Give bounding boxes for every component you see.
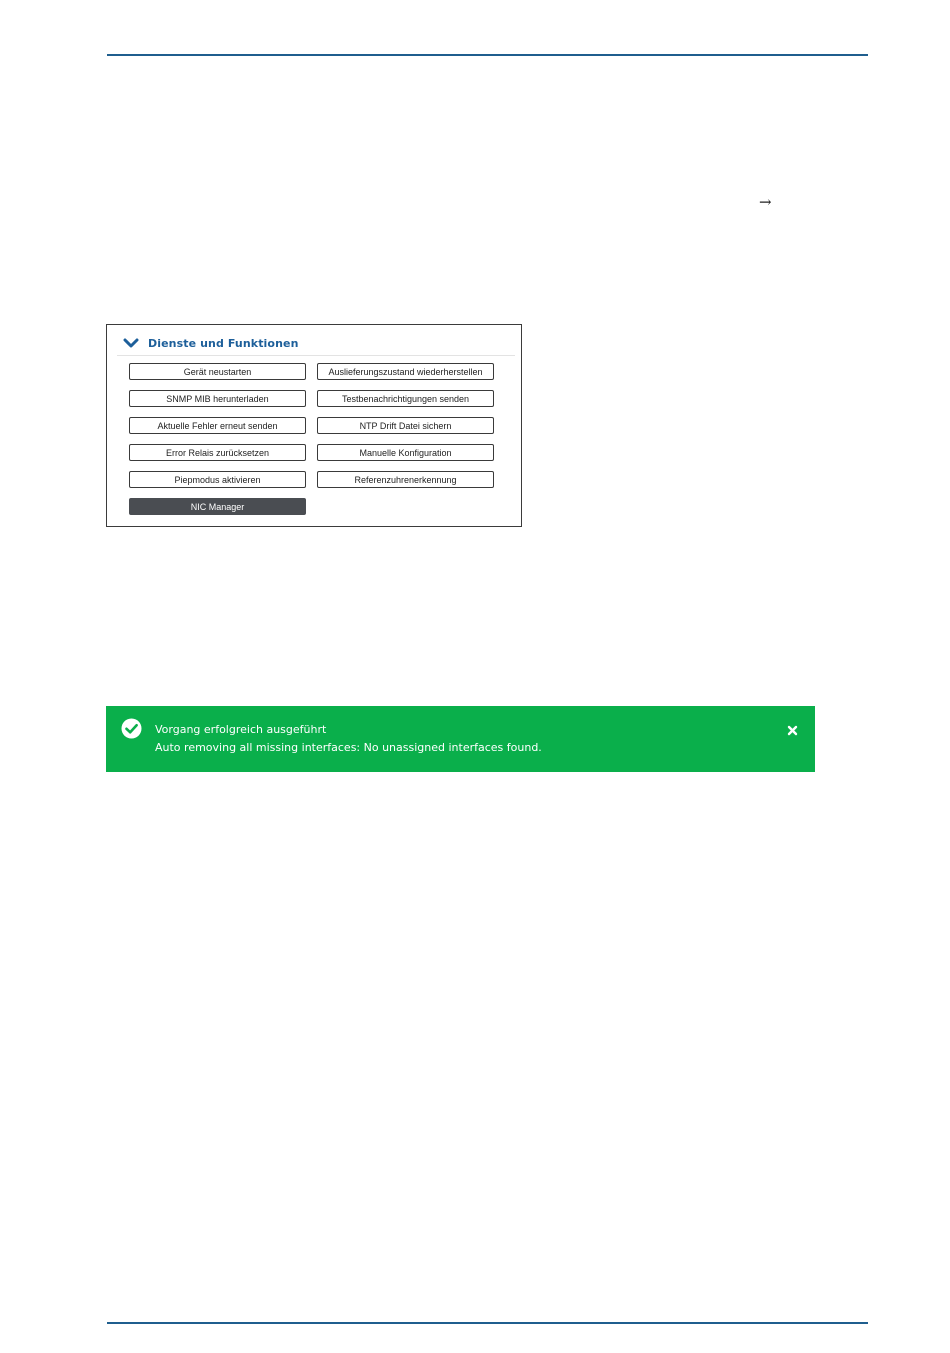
notification-message: Auto removing all missing interfaces: No unassigned interfaces found. xyxy=(155,741,542,754)
manual-configuration-button[interactable]: Manuelle Konfiguration xyxy=(317,444,494,461)
reset-error-relay-button[interactable]: Error Relais zurücksetzen xyxy=(129,444,306,461)
footer-rule xyxy=(107,1322,868,1324)
nic-manager-button[interactable]: NIC Manager xyxy=(129,498,306,515)
save-ntp-drift-file-button[interactable]: NTP Drift Datei sichern xyxy=(317,417,494,434)
chevron-down-icon[interactable] xyxy=(123,337,139,349)
send-test-notifications-button[interactable]: Testbenachrichtigungen senden xyxy=(317,390,494,407)
panel-title: Dienste und Funktionen xyxy=(148,336,299,350)
check-circle-icon xyxy=(121,718,142,739)
activate-beep-mode-button[interactable]: Piepmodus aktivieren xyxy=(129,471,306,488)
reference-clock-detection-button[interactable]: Referenzuhrenerkennung xyxy=(317,471,494,488)
success-notification xyxy=(106,706,815,772)
download-snmp-mib-button[interactable]: SNMP MIB herunterladen xyxy=(129,390,306,407)
header-rule xyxy=(107,54,868,56)
resend-current-errors-button[interactable]: Aktuelle Fehler erneut senden xyxy=(129,417,306,434)
factory-reset-button[interactable]: Auslieferungszustand wiederherstellen xyxy=(317,363,494,380)
services-panel xyxy=(106,324,522,527)
notification-title: Vorgang erfolgreich ausgeführt xyxy=(155,723,327,736)
arrow-glyph: → xyxy=(759,193,772,211)
close-icon[interactable] xyxy=(787,723,798,734)
restart-device-button[interactable]: Gerät neustarten xyxy=(129,363,306,380)
panel-header[interactable] xyxy=(117,331,515,356)
